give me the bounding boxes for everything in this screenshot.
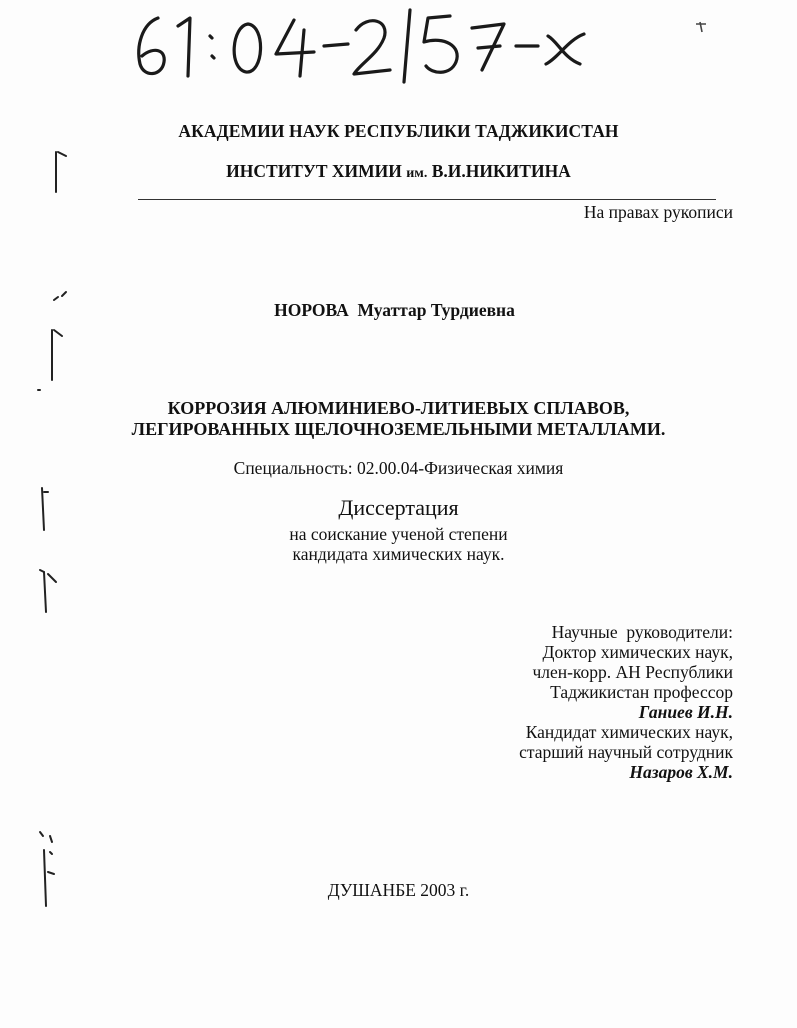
author-name (0, 300, 793, 321)
degree-statement (0, 524, 797, 564)
corner-mark (692, 18, 712, 38)
title-line-2: ЛЕГИРОВАННЫХ ЩЕЛОЧНОЗЕМЕЛЬНЫМИ МЕТАЛЛАМИ. (131, 419, 666, 439)
header-divider (138, 199, 716, 200)
supervisor-1-title: член-корр. АН Республики (532, 662, 733, 682)
degree-line-2: кандидата химических наук. (292, 544, 505, 564)
city-year: ДУШАНБЕ 2003 г. (327, 880, 470, 900)
supervisor-2-name: Назаров Х.М. (629, 762, 733, 782)
supervisor-1-name: Ганиев И.Н. (638, 702, 733, 722)
author-given-names: Муаттар Турдиевна (357, 300, 515, 320)
author-surname: НОРОВА (274, 300, 349, 320)
dissertation-heading: Диссертация (338, 495, 459, 520)
title-line-1: КОРРОЗИЯ АЛЮМИНИЕВО-ЛИТИЕВЫХ СПЛАВОВ, (167, 398, 630, 418)
institute-suffix: В.И.НИКИТИНА (431, 161, 571, 181)
supervisors-block (519, 622, 733, 782)
handwritten-archive-code (128, 6, 598, 84)
institute-im: им. (406, 166, 428, 181)
supervisor-1-degree: Доктор химических наук, (542, 642, 733, 662)
academy-name: АКАДЕМИИ НАУК РЕСПУБЛИКИ ТАДЖИКИСТАН (178, 121, 619, 141)
institute-name (0, 161, 797, 182)
institute-prefix: ИНСТИТУТ ХИМИИ (226, 161, 402, 181)
specialty: Специальность: 02.00.04-Физическая химия (233, 458, 564, 478)
dissertation-title (0, 398, 797, 440)
supervisors-heading: Научные руководители: (551, 622, 733, 642)
degree-line-1: на соискание ученой степени (289, 524, 508, 544)
rights-note: На правах рукописи (583, 202, 733, 222)
supervisor-1-rank: Таджикистан профессор (550, 682, 733, 702)
supervisor-2-position: старший научный сотрудник (519, 742, 733, 762)
supervisor-2-degree: Кандидат химических наук, (525, 722, 733, 742)
